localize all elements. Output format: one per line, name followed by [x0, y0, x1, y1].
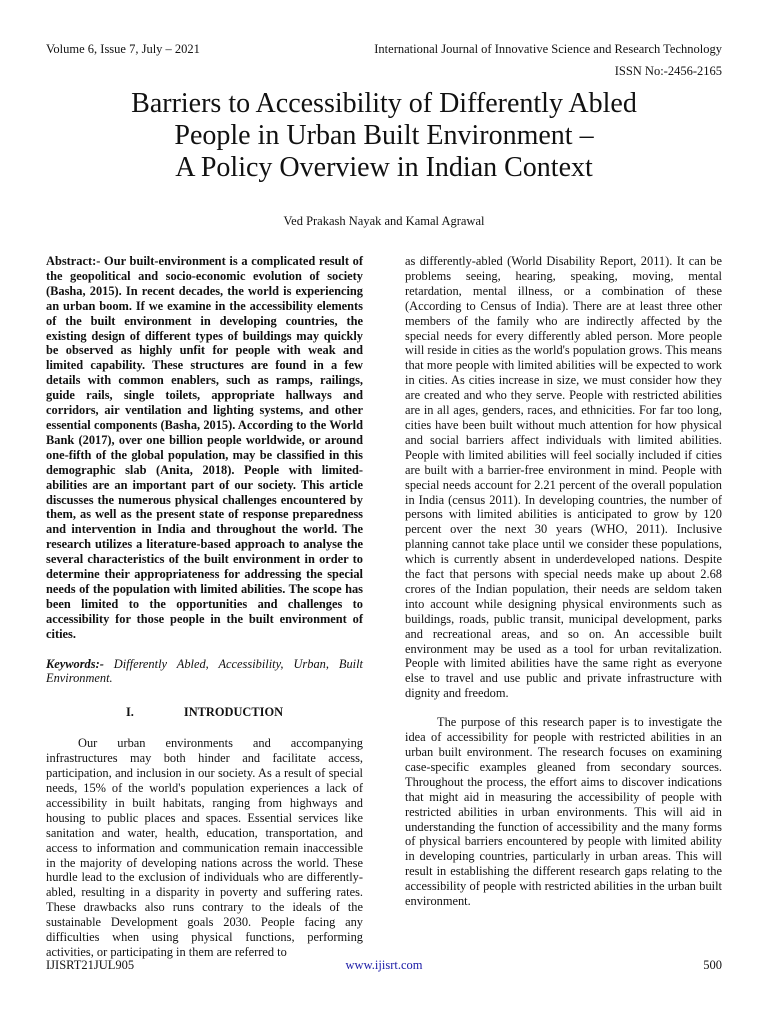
- abstract: Abstract:- Our built-environment is a complicated result of the geopolitical and socio-economic evolution of society (Basha, 2015). In recent decades, the world is experiencing an urban boom. If we examine in the accessibility elements of the built environment in developing countries, the existing design of different types of buildings may quickly be observed as highly unfit for people with weak and limited capability. These structures are found in a few details with common enablers, such as ramps, railings, guide rails, single toilets, appropriate hallways and corridors, air ventilation and lighting systems, and other essential components (Basha, 2015). According to the World Bank (2017), over one billion people worldwide, or around one-fifth of the global population, may be classified in this demographic slab (Anita, 2018). People with limited-abilities are an important part of our society. This article discusses the numerous physical challenges encountered by them, as well as the present state of response preparedness and intervention in India and throughout the world. The research utilizes a literature-based approach to analyse the several characteristics of the built environment in order to determine their appropriateness for addressing the special needs of the population with limited abilities. The scope has been limited to the opportunities and challenges to accessibility for those people in the built environment of cities.: [46, 254, 363, 641]
- right-column: [405, 254, 722, 909]
- keywords-label: Keywords:-: [46, 656, 104, 671]
- section-number: I.: [125, 705, 134, 720]
- intro-paragraph-2: The purpose of this research paper is to investigate the idea of accessibility for people with restricted abilities in an urban built environment. The research focuses on examining case-specific examples gleaned from secondary sources. Throughout the process, the effort aims to discover indications that might aid in measuring the accessibility of people with restricted abilities in urban environments. This will aid in understanding the function of accessibility and the many forms of physical barriers encountered by people with limited ability in developing countries, particularly in urban areas. This will result in establishing the different research gaps relating to the accessibility of people with restricted abilities in the urban built environment.: [405, 715, 722, 909]
- section-title: INTRODUCTION: [183, 705, 284, 720]
- volume-issue: Volume 6, Issue 7, July – 2021: [46, 42, 200, 56]
- intro-paragraph-1: Our urban environments and accompanying infrastructures may both hinder and facilitate access, participation, and inclusion in our society. As a result of special needs, 15% of the world's population experiences a lack of accessibility in built habitats, ranging from highways and housing to public places and spaces. Essential services like sanitation and water, health, education, transportation, and access to information and communication remain inaccessible in the majority of developing nations across the world. These hurdle lead to the exclusion of individuals who are differently-abled, resulting in a disparity in poverty and suffering rates. These drawbacks also runs contrary to the ideals of the sustainable Development goals 2030. People facing any difficulties when using physical functions, performing activities, or participating in them are referred to: [46, 736, 363, 959]
- title-line-1: Barriers to Accessibility of Differently Abled: [131, 88, 637, 119]
- website-link[interactable]: www.ijisrt.com: [345, 958, 423, 972]
- paper-id: IJISRT21JUL905: [46, 958, 135, 972]
- keywords-text: Differently Abled, Accessibility, Urban, Built Environment.: [46, 656, 363, 686]
- journal-name: International Journal of Innovative Science and Research Technology: [374, 42, 722, 56]
- keywords: [46, 657, 363, 687]
- intro-paragraph-1-continued: as differently-abled (World Disability Report, 2011). It can be problems seeing, hearing, speaking, moving, mental retardation, mental illness, or a combination of these (According to Census of India). There are at least three other members of the family who are indirectly affected by the special needs for every differently abled person. More people will reside in cities as the world's population grows. This means that more people with limited abilities will be expected to work in cities. As cities increase in size, we must consider how they are created and who they serve. People with restricted abilities are in all ages, genders, races, and ethnicities. For far too long, cities have been built without much attention for how physical and social barriers affect individuals with limited abilities. People with limited abilities will feel socially included if cities are built with a barrier-free environment in mind. People with special needs account for 2.21 percent of the overall population in India (census 2011). In developing countries, the number of persons with limited abilities is anticipated to grow by 120 percent over the next 30 years (WHO, 2011). Inclusive planning cannot take place until we consider these populations, which is currently absent in underdeveloped nations. Despite the fact that persons with special needs make up about 2.68 crores of the Indian population, their needs are seldom taken into account while designing physical environments such as buildings, roads, public transit, municipal development, parks and recreational areas, and so on. An accessible built environment may be used as a tool for urban revitalization. People with limited abilities have the same right as everyone else to travel and use public and private infrastructure with dignity and freedom.: [405, 254, 722, 701]
- title-line-3: A Policy Overview in Indian Context: [175, 152, 593, 183]
- left-column: [46, 254, 363, 960]
- title-line-2: People in Urban Built Environment –: [174, 120, 594, 151]
- section-heading: [46, 705, 363, 720]
- authors: Ved Prakash Nayak and Kamal Agrawal: [283, 214, 485, 228]
- page-number: 500: [703, 958, 722, 972]
- issn: ISSN No:-2456-2165: [614, 64, 722, 78]
- paper-title: [40, 88, 728, 184]
